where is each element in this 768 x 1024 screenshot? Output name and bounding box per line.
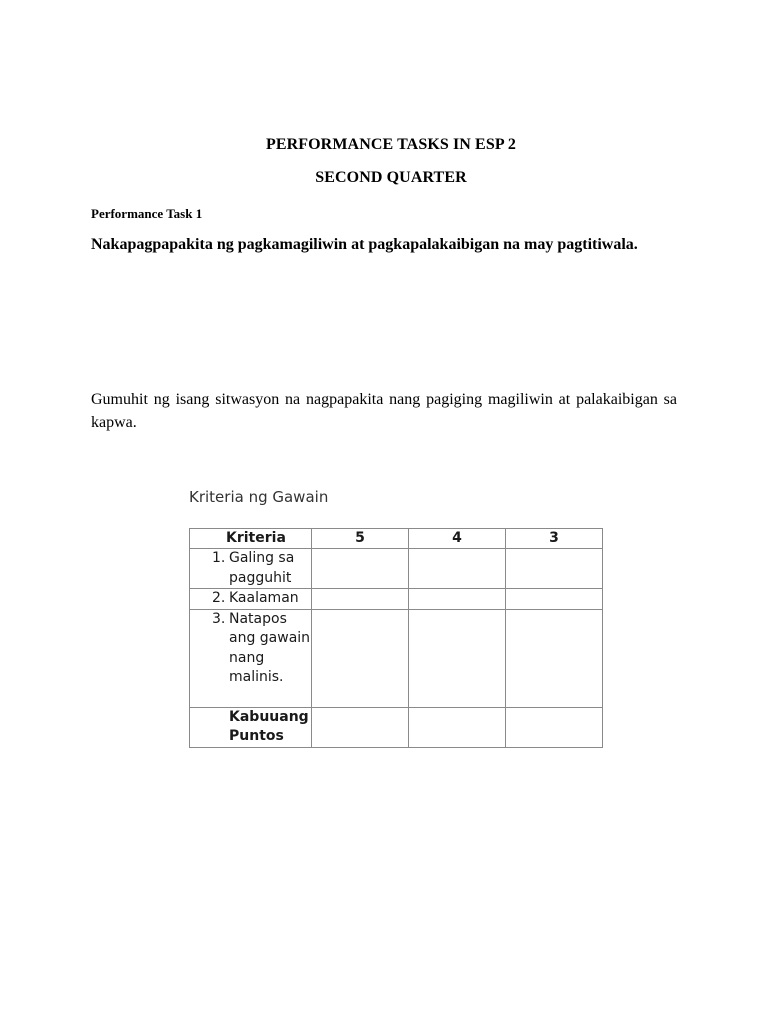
criterion-number: 3.: [212, 610, 226, 627]
score-cell: [312, 707, 409, 747]
score-cell: [506, 609, 603, 707]
score-cell: [409, 589, 506, 610]
rubric-row: [190, 549, 603, 589]
rubric-header-score-4: 4: [409, 529, 506, 549]
document-title: PERFORMANCE TASKS IN ESP 2: [265, 136, 517, 153]
criterion-number: 2.: [212, 590, 226, 606]
task-objective: Nakapagpapakita ng pagkamagiliwin at pagkapalakaibigan na may pagtitiwala.: [91, 236, 638, 253]
score-cell: [312, 549, 409, 589]
score-cell: [409, 549, 506, 589]
rubric-header-score-3: 3: [506, 529, 603, 549]
score-cell: [506, 549, 603, 589]
criterion-number: 1.: [212, 550, 226, 566]
rubric-row: [190, 589, 603, 610]
task-label: Performance Task 1: [91, 206, 203, 221]
task-instruction: Gumuhit ng isang sitwasyon na nagpapakita nang pagiging magiliwin at palakaibigan sa kapwa.: [91, 391, 677, 431]
criterion-text: Natapos ang gawain nang malinis.: [229, 610, 311, 685]
criterion-text: Galing sa pagguhit: [229, 550, 295, 586]
rubric-caption: Kriteria ng Gawain: [189, 488, 329, 506]
score-cell: [312, 589, 409, 610]
rubric-header-score-5: 5: [312, 529, 409, 549]
score-cell: [506, 589, 603, 610]
rubric-criterion-cell: [190, 589, 312, 610]
rubric-header-row: [190, 529, 603, 549]
score-cell: [409, 609, 506, 707]
rubric-criterion-cell: [190, 549, 312, 589]
score-cell: [506, 707, 603, 747]
score-cell: [409, 707, 506, 747]
criterion-text: Kaalaman: [229, 590, 299, 606]
rubric-total-row: [190, 707, 603, 747]
rubric-table: [189, 528, 603, 748]
rubric-header-criteria: Kriteria: [190, 529, 312, 549]
score-cell: [312, 609, 409, 707]
rubric-row: [190, 609, 603, 707]
rubric-total-cell: [190, 707, 312, 747]
document-subtitle: SECOND QUARTER: [315, 169, 467, 186]
rubric-criterion-cell: [190, 609, 312, 707]
total-label: Kabuuang Puntos: [229, 708, 309, 744]
